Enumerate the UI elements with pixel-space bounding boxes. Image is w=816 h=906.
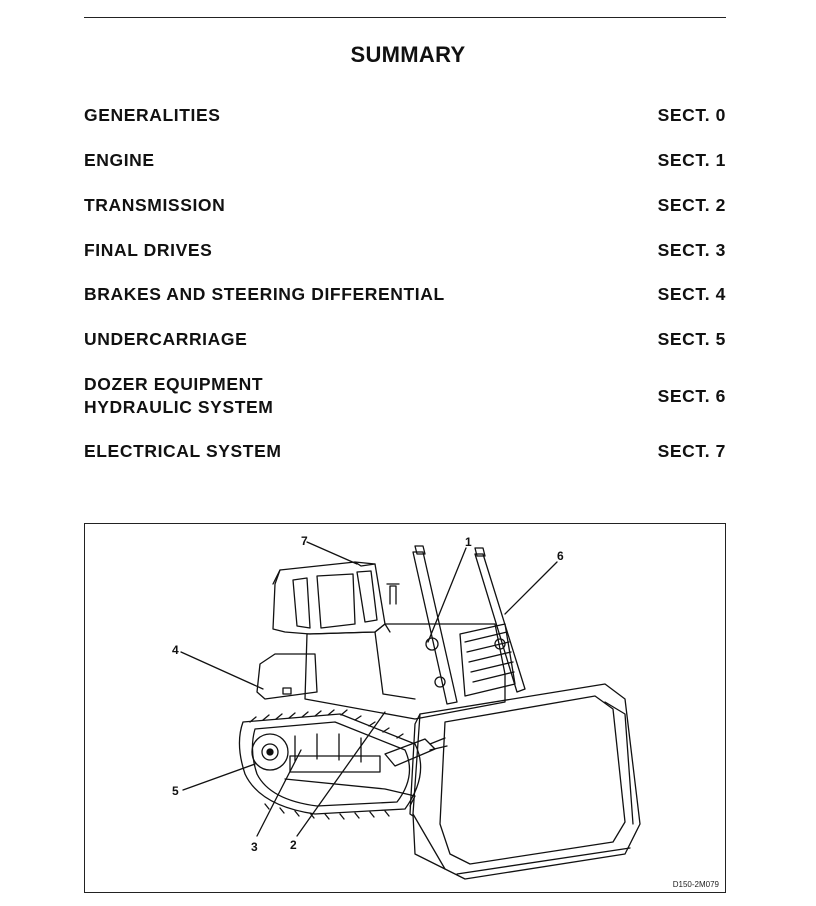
leader-line-3 [257,750,301,836]
lift-cylinder-right [475,554,525,692]
toc-section: SECT. 6 [657,386,726,406]
leader-line-6 [505,562,557,614]
callout-4: 4 [172,643,179,657]
toc-label: TRANSMISSION [84,195,226,215]
toc-label: BRAKES AND STEERING DIFFERENTIAL [84,284,445,304]
toc-label: UNDERCARRIAGE [84,329,248,349]
callout-6: 6 [557,549,564,563]
bulldozer-illustration [85,524,726,893]
toc-label: ELECTRICAL SYSTEM [84,441,282,461]
cab-outline [273,562,385,634]
toc-section: SECT. 2 [657,195,726,215]
toc-row-dozer-hydraulic[interactable] [84,373,726,419]
toc-label-line2: HYDRAULIC SYSTEM [84,397,274,417]
leader-line-4 [181,652,263,689]
toc-section: SECT. 4 [657,284,726,304]
leader-line-2 [297,712,385,836]
top-rule [84,17,726,18]
callout-1: 1 [465,535,472,549]
toc-label: GENERALITIES [84,105,221,125]
callout-2: 2 [290,838,297,852]
callout-7: 7 [301,534,308,548]
toc-section: SECT. 1 [657,150,726,170]
toc-label: FINAL DRIVES [84,240,213,260]
callout-5: 5 [172,784,179,798]
leader-line-7 [307,542,357,564]
toc-section: SECT. 0 [657,105,726,125]
toc-section: SECT. 7 [657,441,726,461]
figure-code: D150-2M079 [672,880,719,889]
toc-label: ENGINE [84,150,155,170]
bulldozer-figure [84,523,726,893]
toc-label: DOZER EQUIPMENT [84,374,264,394]
leader-line-1 [428,548,466,642]
page-title: SUMMARY [350,42,466,67]
callout-3: 3 [251,840,258,854]
toc-section: SECT. 5 [657,329,726,349]
toc-section: SECT. 3 [657,240,726,260]
leader-line-5 [183,764,255,790]
